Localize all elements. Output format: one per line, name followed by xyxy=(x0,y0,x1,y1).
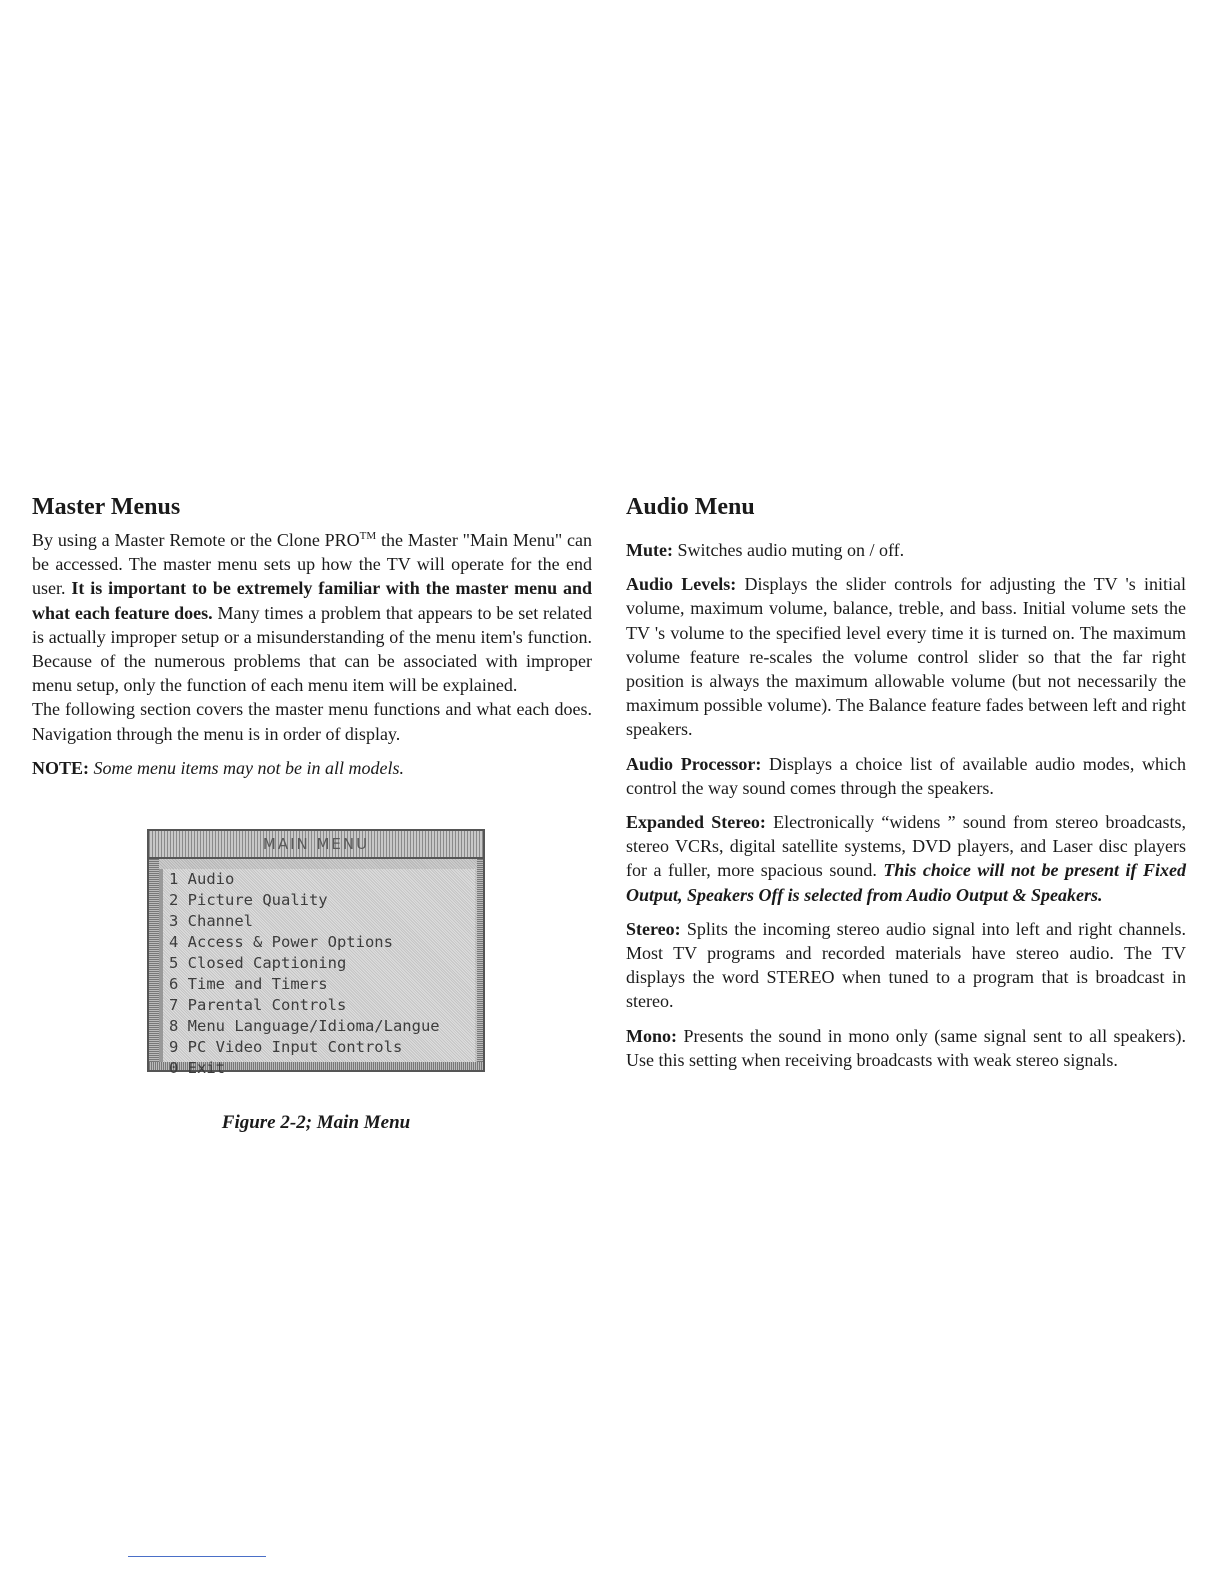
expanded-stereo-text: Electronically “widens ” sound from stereo broadcasts, stereo VCRs, digital satellite systems, DVD players, and Laser disc players for a fuller, more spacious sound. xyxy=(626,812,1186,881)
note-text: Some menu items may not be in all models. xyxy=(89,757,404,778)
expanded-stereo-term: Expanded Stereo: xyxy=(626,812,766,833)
audio-levels-term: Audio Levels: xyxy=(626,574,737,595)
menu-item-parental-controls: 7 Parental Controls xyxy=(169,996,347,1014)
spacer xyxy=(626,528,1186,538)
right-column xyxy=(626,492,1186,1072)
menu-item-menu-language: 8 Menu Language/Idioma/Langue xyxy=(169,1017,440,1035)
spacer xyxy=(626,562,1186,572)
audio-processor-term: Audio Processor: xyxy=(626,753,762,774)
spacer xyxy=(626,907,1186,917)
mono-paragraph xyxy=(626,1024,1186,1072)
audio-processor-paragraph xyxy=(626,752,1186,800)
mute-text: Switches audio muting on / off. xyxy=(672,540,905,560)
intro-pre: By using a Master Remote or the Clone PRO xyxy=(32,530,360,550)
mono-term: Mono: xyxy=(626,1025,677,1046)
spacer xyxy=(626,742,1186,752)
menu-item-closed-captioning: 5 Closed Captioning xyxy=(169,954,347,972)
intro-post: the Master "Main Menu" can be accessed. The master menu sets up how the TV will operate for the end user. xyxy=(32,530,592,599)
menu-item-time-timers: 6 Time and Timers xyxy=(169,975,328,993)
spacer xyxy=(32,746,592,756)
spacer xyxy=(626,1014,1186,1024)
audio-levels-text: Displays the slider controls for adjusting the TV 's initial volume, maximum volume, balance, treble, and bass. Initial volume sets the TV 's volume to the specified level every time it is turned on. The maximum volume feature re-scales the volume control slider so that the far right position is always the maximum allowable volume (but not necessarily the maximum possible volume). The Balance feature fades between left and right speakers. xyxy=(626,574,1186,740)
footnote-rule xyxy=(128,1556,266,1557)
main-menu-list xyxy=(159,869,475,1077)
mono-text: Presents the sound in mono only (same signal sent to all speakers). Use this setting when receiving broadcasts with weak stereo signals. xyxy=(626,1025,1186,1070)
stereo-term: Stereo: xyxy=(626,918,681,939)
menu-item-channel: 3 Channel xyxy=(169,912,253,930)
menu-item-pc-video: 9 PC Video Input Controls xyxy=(169,1038,403,1056)
main-menu-screenshot xyxy=(147,829,485,1077)
audio-menu-heading: Audio Menu xyxy=(626,494,755,520)
note-paragraph xyxy=(32,756,592,780)
audio-processor-text: Displays a choice list of available audio modes, which control the way sound comes through the speakers. xyxy=(626,753,1186,798)
intro-paragraph xyxy=(32,528,592,697)
figure-caption: Figure 2-2; Main Menu xyxy=(221,1112,411,1133)
stereo-paragraph xyxy=(626,917,1186,1014)
mute-paragraph xyxy=(626,538,1186,562)
left-column xyxy=(32,492,592,780)
spacer xyxy=(626,800,1186,810)
main-menu-title: MAIN MENU xyxy=(149,831,483,859)
master-menus-heading: Master Menus xyxy=(32,494,181,520)
mute-term: Mute: xyxy=(626,540,673,560)
intro-rest: Many times a problem that appears to be set related is actually improper setup or a misunderstanding of the menu item's function. Because of the numerous problems that can be associated with improper menu setup, only the function of each menu item will be explained. xyxy=(32,602,593,696)
menu-item-access-power: 4 Access & Power Options xyxy=(169,933,393,951)
following-paragraph: The following section covers the master menu functions and what each does. Navigation through the menu is in order of display. xyxy=(32,699,592,744)
menu-frame-right xyxy=(477,859,483,1070)
audio-levels-paragraph xyxy=(626,572,1186,741)
menu-frame-left xyxy=(149,859,159,1070)
expanded-stereo-paragraph xyxy=(626,810,1186,907)
intro-bold: It is important to be extremely familiar with the master menu and what each feature does. xyxy=(32,578,592,623)
trademark-sup: TM xyxy=(359,530,377,542)
menu-item-audio: 1 Audio xyxy=(169,870,235,888)
expanded-stereo-note: This choice will not be present if Fixed Output, Speakers Off is selected from Audio Output & Speakers. xyxy=(626,860,1187,905)
stereo-text: Splits the incoming stereo audio signal into left and right channels. Most TV programs and recorded materials have stereo audio. The TV displays the word STEREO when tuned to a program that is broadcast in stereo. xyxy=(626,918,1186,1012)
menu-item-picture-quality: 2 Picture Quality xyxy=(169,891,328,909)
menu-item-exit: 0 Exit xyxy=(169,1059,225,1077)
note-label: NOTE: xyxy=(32,757,90,778)
